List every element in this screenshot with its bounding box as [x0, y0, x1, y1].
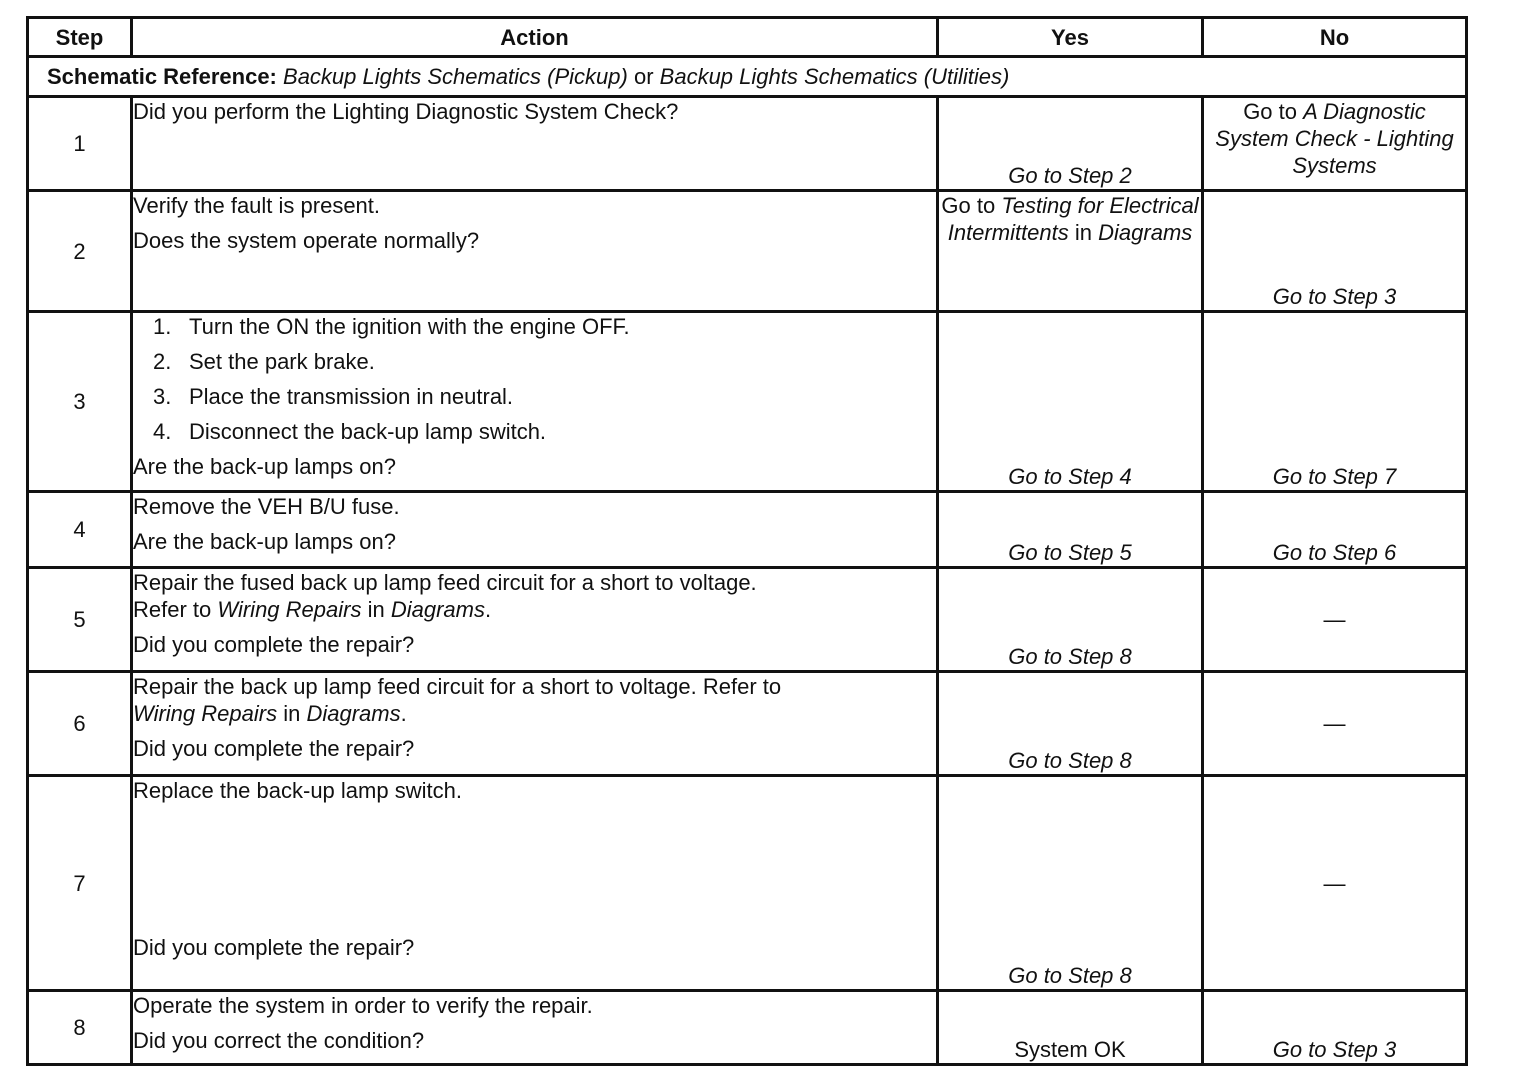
- yes-cell: [938, 97, 1203, 191]
- table-row: [28, 492, 1467, 568]
- schematic-reference: [28, 57, 1467, 97]
- action-question: Did you correct the condition?: [133, 1028, 425, 1053]
- list-text: Place the transmission in neutral.: [189, 384, 514, 409]
- period-text: .: [400, 701, 407, 726]
- yes-cell: [938, 568, 1203, 672]
- step-number: 8: [28, 991, 132, 1065]
- wiring-repairs-ref: Wiring Repairs: [217, 597, 362, 622]
- action-question: Are the back-up lamps on?: [133, 529, 396, 554]
- table-row: [28, 776, 1467, 991]
- yes-text: Go to Step 8: [1008, 644, 1132, 669]
- yes-cell: [938, 191, 1203, 312]
- header-step: Step: [28, 18, 132, 57]
- yes-text: Go to Step 5: [1008, 540, 1132, 565]
- no-cell: [1203, 97, 1467, 191]
- no-cell: [1203, 991, 1467, 1065]
- action-text: Replace the back-up lamp switch.: [133, 778, 462, 803]
- no-cell: [1203, 568, 1467, 672]
- list-text: Turn the ON the ignition with the engine OFF.: [189, 314, 630, 339]
- wiring-repairs-ref: Wiring Repairs: [133, 701, 278, 726]
- action-text: Did you perform the Lighting Diagnostic System Check?: [133, 99, 679, 124]
- no-cell: [1203, 492, 1467, 568]
- no-cell: [1203, 191, 1467, 312]
- action-text: [133, 569, 936, 623]
- header-no: No: [1203, 18, 1467, 57]
- no-text: —: [1323, 607, 1346, 632]
- list-item: [153, 313, 936, 340]
- action-cell: [132, 492, 938, 568]
- action-cell: [132, 191, 938, 312]
- action-question: Are the back-up lamps on?: [133, 454, 396, 479]
- list-text: Disconnect the back-up lamp switch.: [189, 419, 547, 444]
- action-text: Verify the fault is present.: [133, 193, 381, 218]
- no-text: Go to Step 6: [1272, 540, 1397, 565]
- yes-text: Go to Step 4: [1008, 464, 1132, 489]
- action-repair-text: Repair the back up lamp feed circuit for a short to voltage. Refer to: [133, 674, 782, 699]
- header-action: Action: [132, 18, 938, 57]
- action-cell: [132, 312, 938, 492]
- step-number: 3: [28, 312, 132, 492]
- no-prefix: Go to: [1243, 99, 1297, 124]
- yes-text: Go to Step 2: [1008, 163, 1132, 188]
- step-number: 1: [28, 97, 132, 191]
- period-text: .: [484, 597, 492, 622]
- list-number: 4.: [153, 419, 172, 444]
- table-row: [28, 191, 1467, 312]
- yes-link-text: Testing for Electrical Intermittents: [947, 193, 1199, 245]
- schematic-ref-utilities: Backup Lights Schematics (Utilities): [659, 64, 1010, 89]
- schematic-or: or: [633, 64, 654, 89]
- table-row: [28, 312, 1467, 492]
- list-number: 3.: [153, 384, 172, 409]
- yes-mid: in: [1074, 220, 1093, 245]
- yes-cell: [938, 672, 1203, 776]
- no-cell: [1203, 672, 1467, 776]
- step-number: 6: [28, 672, 132, 776]
- yes-prefix: Go to: [941, 193, 996, 218]
- procedure-list: [133, 313, 936, 445]
- action-repair-text: Repair the fused back up lamp feed circuit for a short to voltage.: [133, 570, 757, 595]
- schematic-ref-pickup: Backup Lights Schematics (Pickup): [283, 64, 628, 89]
- table-row: [28, 991, 1467, 1065]
- yes-cell: [938, 312, 1203, 492]
- no-link-text: A Diagnostic System Check - Lighting Systems: [1215, 99, 1454, 178]
- header-row: [28, 18, 1467, 57]
- yes-link-text-2: Diagrams: [1098, 220, 1193, 245]
- header-yes: Yes: [938, 18, 1203, 57]
- yes-text: System OK: [1014, 1037, 1126, 1062]
- list-text: Set the park brake.: [189, 349, 375, 374]
- diagrams-ref: Diagrams: [390, 597, 485, 622]
- list-number: 1.: [153, 314, 172, 339]
- action-question: Does the system operate normally?: [133, 228, 480, 253]
- yes-text: Go to Step 8: [1008, 963, 1132, 988]
- no-text: Go to Step 3: [1272, 1037, 1397, 1062]
- list-item: [153, 418, 936, 445]
- list-number: 2.: [153, 349, 172, 374]
- table-row: [28, 672, 1467, 776]
- no-text: —: [1323, 711, 1346, 736]
- diagnostic-table: [26, 16, 1468, 1066]
- step-number: 4: [28, 492, 132, 568]
- action-cell: [132, 991, 938, 1065]
- yes-text: Go to Step 8: [1008, 748, 1132, 773]
- table-row: [28, 97, 1467, 191]
- action-question: Did you complete the repair?: [133, 632, 415, 657]
- no-text: Go to Step 7: [1272, 464, 1397, 489]
- no-text: —: [1323, 870, 1346, 896]
- schematic-label: Schematic Reference:: [47, 64, 277, 89]
- action-cell: [132, 97, 938, 191]
- refer-text: Refer to: [133, 597, 212, 622]
- action-cell: [132, 672, 938, 776]
- step-number: 7: [28, 776, 132, 991]
- step-number: 5: [28, 568, 132, 672]
- spacer: [133, 804, 936, 934]
- list-item: [153, 383, 936, 410]
- yes-cell: [938, 776, 1203, 991]
- list-item: [153, 348, 936, 375]
- action-question: Did you complete the repair?: [133, 935, 415, 960]
- schematic-reference-row: [28, 57, 1467, 97]
- no-cell: [1203, 776, 1467, 991]
- action-text: [133, 673, 936, 727]
- diagrams-ref: Diagrams: [306, 701, 401, 726]
- yes-cell: [938, 991, 1203, 1065]
- yes-cell: [938, 492, 1203, 568]
- action-question: Did you complete the repair?: [133, 736, 415, 761]
- in-text: in: [283, 701, 301, 726]
- action-cell: [132, 568, 938, 672]
- step-number: 2: [28, 191, 132, 312]
- no-cell: [1203, 312, 1467, 492]
- in-text: in: [367, 597, 385, 622]
- action-text: Remove the VEH B/U fuse.: [133, 494, 400, 519]
- action-text: Operate the system in order to verify the repair.: [133, 993, 593, 1018]
- action-cell: [132, 776, 938, 991]
- table-row: [28, 568, 1467, 672]
- no-text: Go to Step 3: [1272, 284, 1397, 309]
